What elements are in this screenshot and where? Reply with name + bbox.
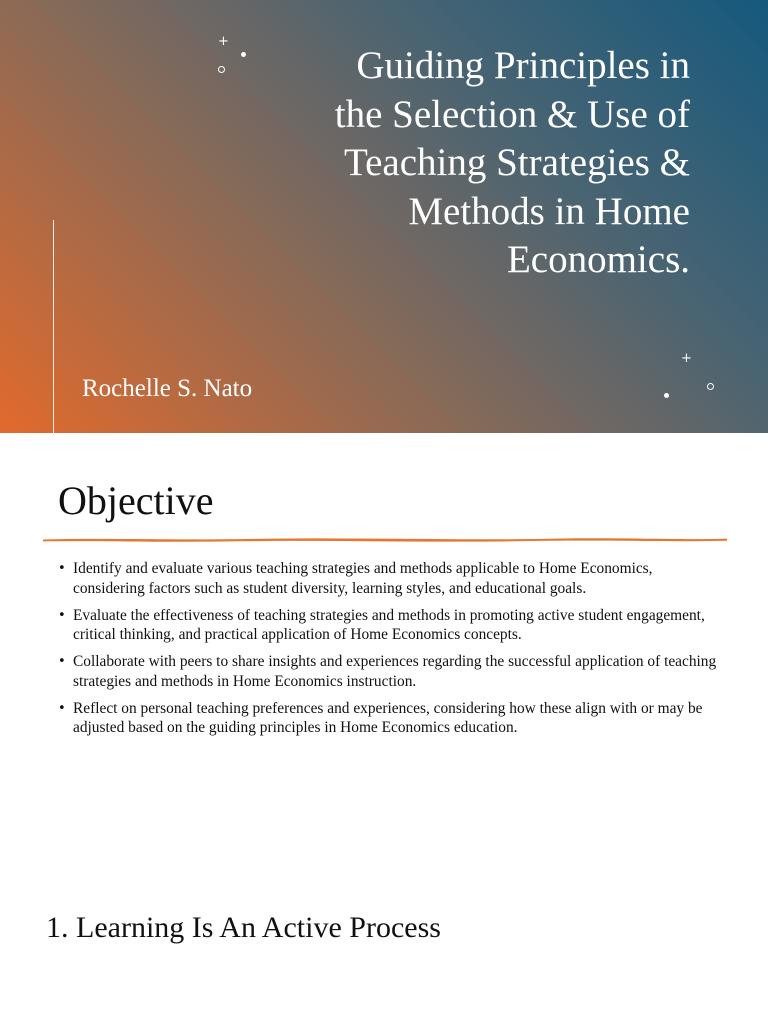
title-line: the Selection & Use of (334, 92, 690, 136)
principle-heading: 1. Learning Is An Active Process (46, 911, 441, 944)
list-item: • Reflect on personal teaching preferences and experiences, considering how these align with or may be adjusted based on the guiding principles in Home Economics education. (56, 699, 720, 738)
plus-sparkle-icon: + (218, 34, 229, 49)
decorative-vertical-line (53, 220, 54, 433)
title-line: Teaching Strategies & (344, 141, 690, 184)
dot-sparkle-icon (664, 393, 669, 398)
ring-sparkle-icon (218, 66, 225, 73)
objective-slide (0, 433, 768, 843)
presentation-title (230, 42, 690, 285)
author-name: Rochelle S. Nato (82, 375, 253, 402)
list-item: • Identify and evaluate various teaching strategies and methods applicable to Home Economics, considering factors such as student diversity, learning styles, and educational goals. (56, 559, 720, 598)
title-line: Economics. (506, 238, 690, 281)
brush-underline (42, 535, 728, 543)
title-line: Methods in Home (408, 189, 690, 233)
plus-sparkle-icon: + (681, 351, 692, 366)
list-item: • Collaborate with peers to share insights and experiences regarding the successful application of teaching strategies and methods in Home Economics instruction. (56, 652, 720, 691)
title-line: Guiding Principles in (356, 44, 690, 87)
title-slide (0, 0, 768, 433)
objective-list (56, 559, 720, 745)
principle-slide (0, 843, 768, 1024)
ring-sparkle-icon (707, 383, 714, 390)
list-item: • Evaluate the effectiveness of teaching strategies and methods in promoting active student engagement, critical thinking, and practical application of Home Economics concepts. (56, 606, 720, 645)
objective-heading: Objective (58, 478, 214, 523)
